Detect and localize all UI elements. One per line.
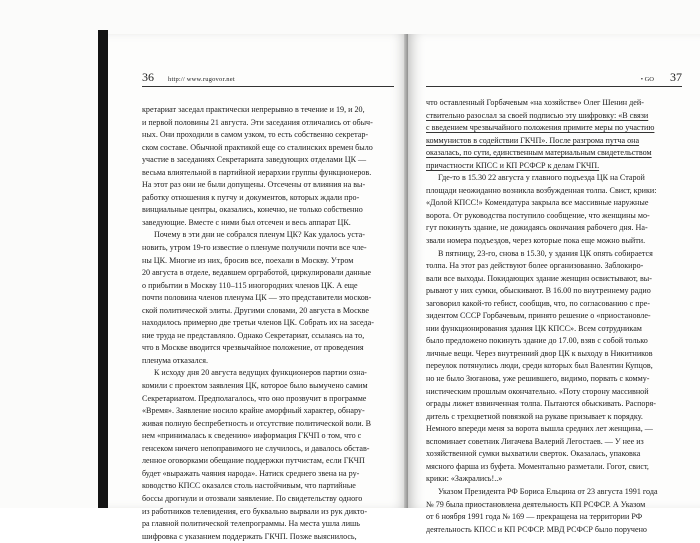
right-page-mark: • GO (640, 76, 654, 83)
text-line: нии функционирования здания ЦК КПСС». Всем сотрудникам (426, 323, 642, 333)
text-line: переулок потянулись люди, среди которых был Валентин Купцов, (426, 361, 653, 371)
text-line: площади неожиданно возникла возбужденная толпа. Свист, крики: (426, 185, 657, 195)
text-line: живая полную беспребетность и отсутствие политической воли. В (142, 418, 372, 428)
text-line: Указом Президента РФ Бориса Ельцина от 23 августа 1991 года (438, 486, 658, 496)
text-line: комили с проектом заявления ЦК, которое было вымучено самим (142, 381, 368, 391)
text-line: нем «принималась к сведению» информация ГКЧП о том, что с (142, 431, 362, 441)
text-line: вспоминает советник Лигачева Валерий Легостаев. — У нее из (426, 436, 644, 446)
text-line: нистическим прошлым окончательно. «Поту сторону массивной (426, 386, 649, 396)
left-page-site: http:// www.rugovor.net (168, 76, 235, 83)
text-line: «Время». Заявление носило крайне аморфный характер, обнару- (142, 406, 365, 416)
text-line: В пятницу, 23-го, снова в 15.30, у здания ЦК опять собирается (438, 248, 653, 258)
text-line: толпа. На этот раз действуют более организованно. Заблокиро- (426, 261, 644, 271)
text-line: винциальные центры, оказались, конечно, не только собственно (142, 205, 363, 215)
text-line: ние труда не представляло. Однако Секретариат, ссылаясь на то, (142, 330, 365, 340)
text-line: будет «выражать чаяния народа». Натиск среднего звена на ру- (142, 468, 360, 478)
text-line: из работников телевидения, его буквально вырвали из рук дикто- (142, 506, 368, 516)
text-line: что в Москве вводится чрезвычайное положение, от проведения (142, 343, 364, 353)
text-line: ограды лижет взвинченная толпа. Пытаются обыскивать. Распоря- (426, 399, 656, 409)
text-line: Секретариатом. Предполагалось, что оно прозвучит в программе (142, 393, 367, 403)
text-line: работку отношения к путчу и документов, которых ждали про- (142, 192, 360, 202)
text-line: 20 августа в отделе, ведавшем оргработой, циркулировали данные (142, 268, 371, 278)
text-line: Где-то в 15.30 22 августа у главного подъезда ЦК на Старой (438, 173, 645, 183)
text-line: дитель с трехцветной повязкой на рукаве призывает к порядку. (426, 411, 643, 421)
text-line: о прибытии в Москву 110–115 иногородних членов ЦК. А еще (142, 280, 358, 290)
text-line: находилось примерно две третьи членов ЦК. Собрать их на заседа- (142, 318, 374, 328)
text-line: К исходу дня 20 августа ведущих функционеров партии озна- (154, 368, 367, 378)
text-line: ны ЦК. Многие из них, бросив все, поехали в Москву. Утром (142, 255, 354, 265)
text-line: ра главной политической телепрограммы. На места ушла лишь (142, 519, 360, 529)
text-line: ствительно разослал за своей подписью эту шифровку: «В связи (426, 110, 649, 120)
text-line: ской политической элиты. Другими словами, 20 августа в Москве (142, 305, 369, 315)
text-line: крики: «Зажрались!..» (426, 474, 503, 484)
text-line: и первой половины 21 августа. Эти заседания отличались от обыч- (142, 117, 373, 127)
text-line: что оставленный Горбачевым «на хозяйстве» Олег Шенин дей- (426, 98, 644, 107)
book-cover-edge (98, 30, 108, 508)
text-line: пленума отказался. (142, 355, 209, 365)
text-line: оказалась, по сути, единственным материальным свидетельством (426, 148, 652, 158)
text-line: мясного фарша из буфета. Моментально разметали. Гогот, свист, (426, 461, 649, 471)
right-page-text (426, 97, 684, 536)
text-line: ском составе. Обычной практикой еще со сталинских времен было (142, 142, 373, 152)
text-line: заговорил какой-то гебист, сообщив, что, по согласованию с пре- (426, 298, 650, 308)
text-line: заведующие. Вместе с ними был отсечен и весь аппарат ЦК. (142, 217, 351, 227)
right-page-header (426, 72, 682, 87)
text-line: № 79 была приостановлена деятельность КП РСФСР. А Указом (426, 499, 646, 509)
right-page-number: 37 (670, 70, 682, 84)
text-line: весьма влиятельной в партийной иерархии группы функционеров. (142, 167, 372, 177)
text-line: генсеком ничего непоправимого не случилось, и давалось обстав- (142, 443, 370, 453)
left-page-number: 36 (142, 70, 154, 84)
text-line: от 6 ноября 1991 года № 169 — прекращена на территории РФ (426, 512, 643, 522)
text-line: было предложено покинуть здание до 17.00, взяв с собой только (426, 336, 648, 346)
text-line: ленное оговорками обещание поддержки путчистам, если ГКЧП (142, 456, 365, 466)
text-line: шифровка с указанием поддержать ГКЧП. Позже выяснилось, (142, 531, 357, 541)
right-page (408, 34, 700, 534)
text-line: коммунистов в содействии ГКЧП». После разгрома путча она (426, 135, 640, 145)
text-line: зидентом СССР Горбачевым, принято решение о «приостановле- (426, 311, 651, 321)
left-page-text (142, 104, 392, 543)
text-line: ководство КПСС оказался столь настойчивым, что партийные (142, 481, 356, 491)
text-line: вали все выходы. Покидающих здание женщин освистывают, вы- (426, 273, 652, 283)
text-line: «Долой КПСС!» Комендатура закрыла все массивные наружные (426, 198, 649, 208)
text-line: рывают у них сумки, обыскивают. В 16.00 по внутреннему радио (426, 286, 651, 296)
text-line: причастности КПСС и КП РСФСР к делам ГКЧП. (426, 160, 600, 170)
text-line: почти половина членов пленума ЦК — это представители москов- (142, 293, 372, 303)
text-line: но не было Зюганова, уже решившего, видимо, порвать с комму- (426, 374, 650, 384)
text-line: хозяйственной сумки выхватили сверток. Оказалась, упаковка (426, 449, 641, 459)
text-line: Почему в эти дни не собрался пленум ЦК? Как удалось уста- (154, 230, 365, 240)
text-line: звали номера подъездов, через которые пока еще можно выйти. (426, 236, 646, 246)
text-line: кретариат заседал практически непрерывно в течение и 19, и 20, (142, 105, 365, 114)
text-line: личные вещи. Через внутренний двор ЦК к выходу в Никитников (426, 348, 653, 358)
left-page-header (142, 72, 394, 87)
text-line: ворота. От руководства поступило сообщение, что женщины мо- (426, 210, 650, 220)
text-line: участие в заседаниях Секретариата заведующих отделами ЦК — (142, 155, 367, 165)
text-line: боссы дрогнули и отозвали заявление. По свидетельству одного (142, 493, 363, 503)
text-line: Немного впереди меня за ворота вышла средних лет женщина, — (426, 424, 653, 434)
text-line: с введением чрезвычайного положения примите меры по участию (426, 123, 655, 133)
text-line: На этот раз они не были допущены. Отсечены от влияния на вы- (142, 180, 366, 190)
left-page (108, 34, 408, 541)
text-line: деятельность КПСС и КП РСФСР. МВД РСФСР было поручено (426, 524, 647, 534)
text-line: новить, утром 19-го известие о пленуме получили почти все чле- (142, 243, 367, 253)
text-line: гут покинуть здание, не дожидаясь окончания рабочего дня. На- (426, 223, 648, 233)
text-line: ных. Они проходили в самом узком, то есть собственно секретар- (142, 130, 369, 140)
